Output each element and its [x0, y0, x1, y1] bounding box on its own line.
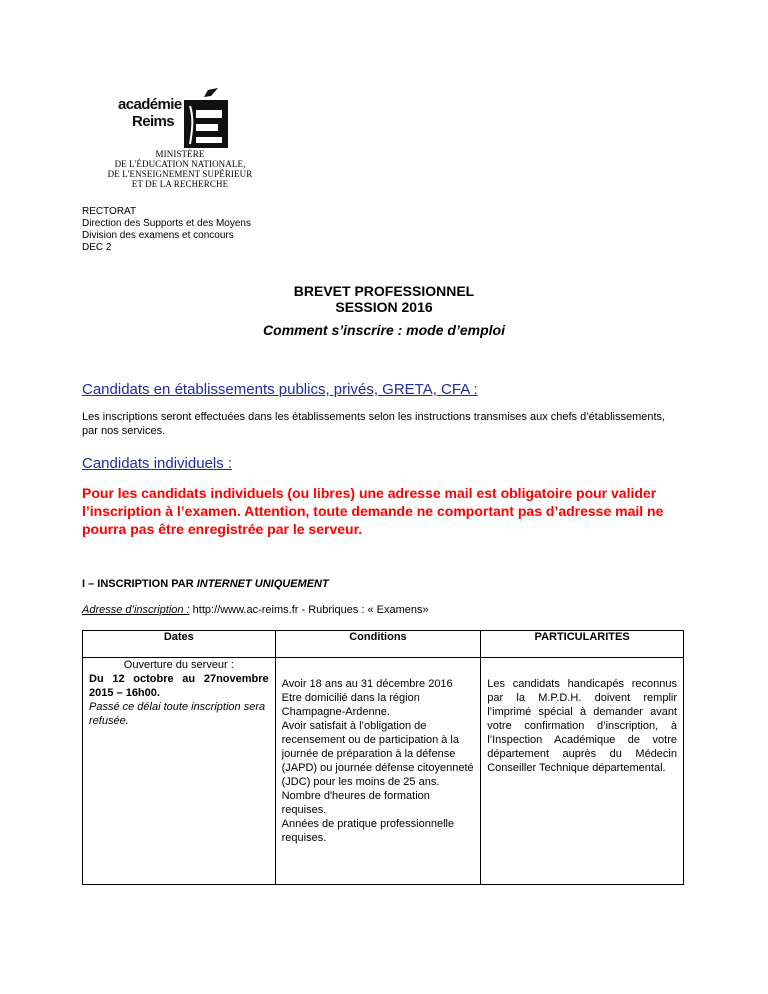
address-link[interactable]: http://www.ac-reims.fr	[192, 604, 299, 616]
conditions-text: Avoir 18 ans au 31 décembre 2016 Etre domicilié dans la région Champagne-Ardenne. Avoir satisfait à l’obligation de recensement ou de participation à la journée de préparation à la défense (JAPD) ou journée défense citoyenneté (JDC) pour les moins de 25 ans. Nombre d'heures de formation requises. Années de pratique professionnelle requises.	[281, 678, 474, 844]
table-header-row	[83, 631, 684, 658]
header-conditions: Conditions	[275, 631, 481, 658]
document-subtitle: Comment s’inscrire : mode d’emploi	[263, 322, 505, 338]
particularites-cell	[481, 658, 684, 885]
email-warning: Pour les candidats individuels (ou libres) une adresse mail est obligatoire pour valider l’inscription à l’examen. Attention, toute demande ne comportant pas d’adresse mail ne pourra pas être enregistrée par le serveur.	[82, 485, 664, 537]
rectorat-line: Direction des Supports et des Moyens	[82, 218, 251, 229]
individuals-heading: Candidats individuels :	[82, 455, 233, 472]
address-label: Adresse d’inscription :	[82, 604, 190, 616]
academie-logo	[118, 88, 238, 150]
table-row	[83, 658, 684, 885]
ministry-line: DE L'ÉDUCATION NATIONALE,	[114, 159, 246, 169]
document-title: BREVET PROFESSIONNEL	[293, 283, 475, 299]
inscription-table	[82, 630, 684, 885]
rectorat-block	[82, 206, 251, 254]
establishments-text: Les inscriptions seront effectuées dans les établissements selon les instructions transmises aux chefs d’établissements, par nos services.	[82, 411, 666, 437]
ministry-name	[80, 149, 280, 189]
deadline-note: Passé ce délai toute inscription sera refusée.	[89, 701, 266, 727]
address-suffix: - Rubriques : « Examens»	[298, 604, 429, 616]
rectorat-line: DEC 2	[82, 242, 112, 253]
session-title: SESSION 2016	[335, 299, 433, 315]
ministry-line: ET DE LA RECHERCHE	[131, 179, 229, 189]
header-particularites: PARTICULARITES	[481, 631, 684, 658]
inscription-address	[82, 604, 429, 616]
section-heading-prefix: I – INSCRIPTION PAR	[82, 578, 197, 590]
logo-text: académie Reims	[118, 96, 182, 130]
server-opening: Ouverture du serveur :	[123, 659, 234, 671]
internet-section-heading	[82, 578, 329, 590]
section-heading-emphasis: INTERNET UNIQUEMENT	[196, 578, 329, 590]
republic-e-logo-icon	[178, 88, 236, 150]
establishments-heading: Candidats en établissements publics, privés, GRETA, CFA :	[82, 381, 478, 398]
ministry-line: MINISTÈRE	[155, 149, 205, 159]
particularites-text: Les candidats handicapés reconnus par la M.P.D.H. doivent remplir l’imprimé spécial à demander avant votre confirmation d’inscription, à l’Inspection Académique de votre département auprès du Médecin Conseiller Technique départemental.	[487, 678, 677, 774]
rectorat-line: Division des examens et concours	[82, 230, 234, 241]
conditions-cell	[275, 658, 481, 885]
rectorat-line: RECTORAT	[82, 206, 137, 217]
ministry-line: DE L'ENSEIGNEMENT SUPÉRIEUR	[107, 169, 253, 179]
date-range: Du 12 octobre au 27novembre 2015 – 16h00.	[89, 673, 269, 699]
dates-cell	[83, 658, 276, 885]
header-dates: Dates	[83, 631, 276, 658]
